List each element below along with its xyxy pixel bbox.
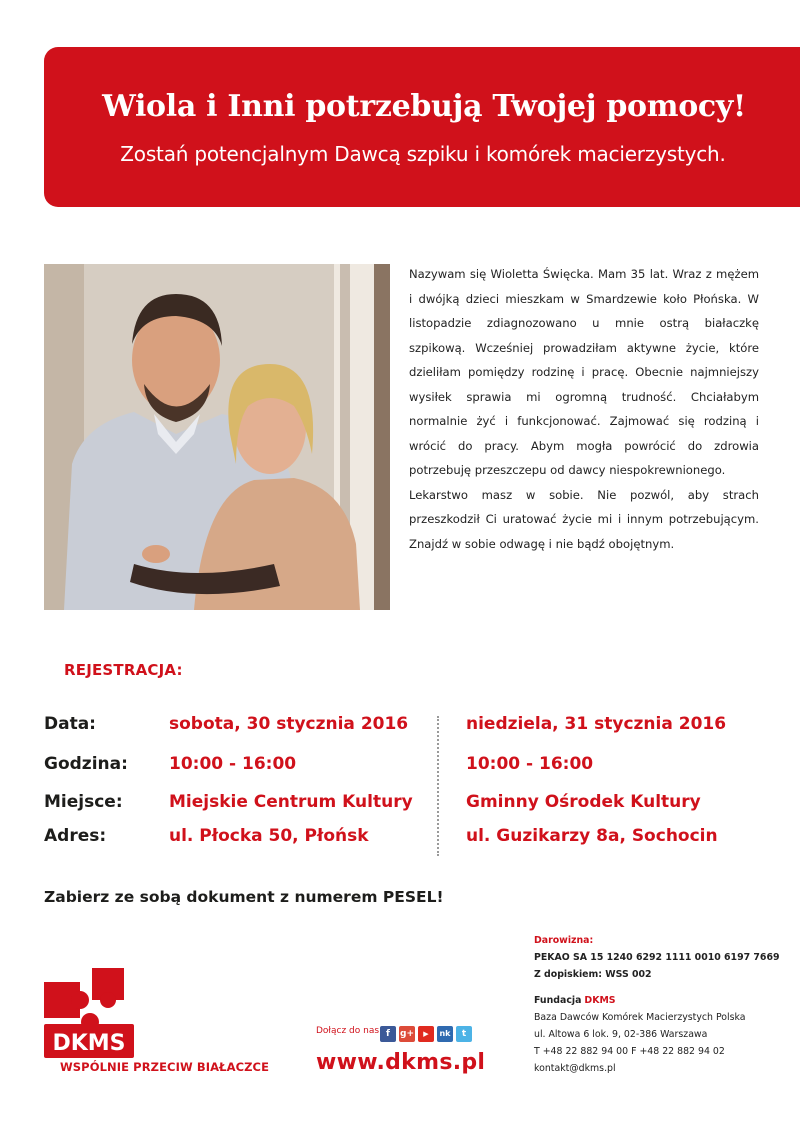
join-us-label: Dołącz do nas <box>316 1026 380 1036</box>
day2-value: ul. Guzikarzy 8a, Sochocin <box>466 826 718 846</box>
day1-value: ul. Płocka 50, Płońsk <box>169 826 369 846</box>
couple-illustration <box>44 264 390 610</box>
google-plus-icon[interactable]: g+ <box>399 1026 415 1042</box>
foundation-prefix: Fundacja <box>534 995 582 1007</box>
story-text <box>409 262 759 556</box>
foundation-name: DKMS <box>584 995 616 1007</box>
row-label: Data: <box>44 714 96 734</box>
logo-tagline: WSPÓLNIE PRZECIW BIAŁACZCE <box>60 1060 270 1074</box>
twitter-icon[interactable]: t <box>456 1026 472 1042</box>
day2-value: Gminny Ośrodek Kultury <box>466 792 701 812</box>
registration-heading: REJESTRACJA: <box>64 661 183 679</box>
youtube-icon[interactable]: ▶ <box>418 1026 434 1042</box>
day1-value: 10:00 - 16:00 <box>169 754 297 774</box>
donation-heading: Darowizna: <box>534 935 594 946</box>
row-label: Adres: <box>44 826 107 846</box>
column-divider <box>437 716 439 856</box>
contact-info <box>534 933 784 1077</box>
pesel-note: Zabierz ze sobą dokument z numerem PESEL! <box>44 888 444 906</box>
donation-reference: Z dopiskiem: WSS 002 <box>534 968 652 980</box>
header-banner <box>44 47 800 207</box>
day1-value: sobota, 30 stycznia 2016 <box>169 714 409 734</box>
page-title: Wiola i Inni potrzebują Twojej pomocy! <box>102 89 746 124</box>
page-subtitle: Zostań potencjalnym Dawcą szpiku i komórek macierzystych. <box>120 142 726 166</box>
facebook-icon[interactable]: f <box>380 1026 396 1042</box>
foundation-phones: T +48 22 882 94 00 F +48 22 882 94 02 <box>534 1045 725 1057</box>
couple-photo <box>44 264 390 610</box>
dkms-logo <box>40 962 160 1062</box>
foundation-email[interactable]: kontakt@dkms.pl <box>534 1062 616 1074</box>
day2-value: niedziela, 31 stycznia 2016 <box>466 714 727 734</box>
story-paragraph: Lekarstwo masz w sobie. Nie pozwól, aby strach przeszkodził Ci uratować życie mi i innym potrzebującym. Znajdź w sobie odwagę i nie bądź obojętnym. <box>409 487 759 551</box>
website-link[interactable]: www.dkms.pl <box>316 1050 486 1075</box>
day2-value: 10:00 - 16:00 <box>466 754 594 774</box>
day1-value: Miejskie Centrum Kultury <box>169 792 413 812</box>
foundation-line <box>534 993 784 1010</box>
row-label: Miejsce: <box>44 792 123 812</box>
story-paragraph: Nazywam się Wioletta Święcka. Mam 35 lat. Wraz z mężem i dwójką dzieci mieszkam w Smardzewie koło Płońska. W listopadzie zdiagnozowano u mnie ostrą białaczkę szpikową. Wcześniej prowadziłam aktywne życie, które dzieliłam pomiędzy rodzinę i pracę. Obecnie najmniejszy wysiłek sprawia mi ogromną trudność. Chciałabym normalnie żyć i funkcjonować. Zajmować się rodziną i wrócić do pracy. Abym mogła powrócić do zdrowia potrzebuję przeszczepu od dawcy niespokrewnionego. <box>409 267 759 477</box>
bank-account: PEKAO SA 15 1240 6292 1111 0010 6197 7669 <box>534 951 780 963</box>
logo-wordmark: DKMS <box>52 1031 126 1056</box>
row-label: Godzina: <box>44 754 128 774</box>
foundation-address: ul. Altowa 6 lok. 9, 02-386 Warszawa <box>534 1028 708 1040</box>
foundation-full-name: Baza Dawców Komórek Macierzystych Polska <box>534 1012 746 1024</box>
nk-icon[interactable]: nk <box>437 1026 453 1042</box>
